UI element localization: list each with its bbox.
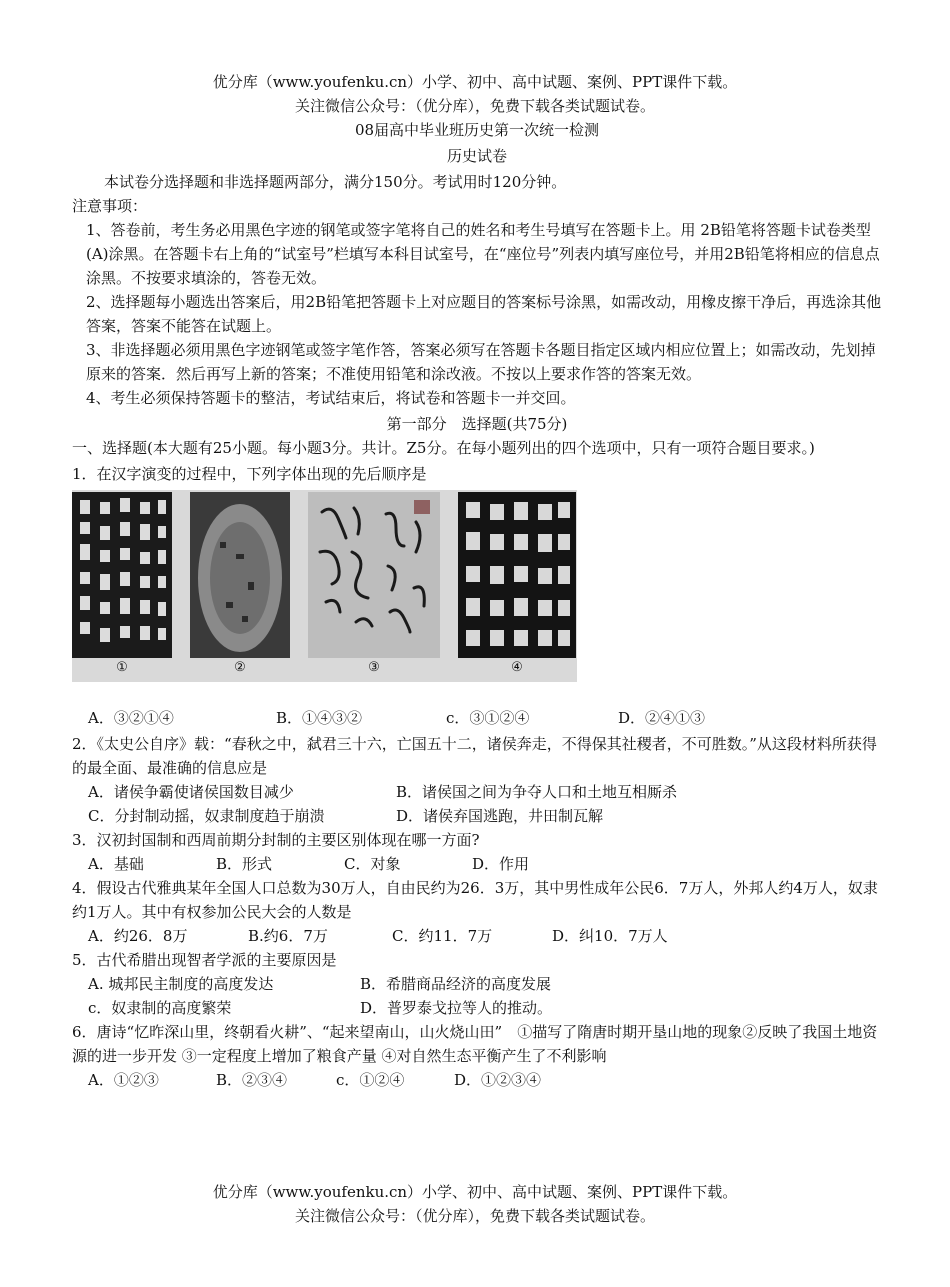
note-4: 4、考生必须保持答题卡的整洁，考试结束后，将试卷和答题卡一并交回。	[86, 389, 576, 407]
q1-option-d: D．②④①③	[618, 709, 706, 727]
q3-options	[72, 852, 882, 876]
q5-option-b: B．希腊商品经济的高度发展	[360, 975, 552, 993]
q1-option-c: c．③①②④	[446, 709, 530, 727]
figure-label-1: ①	[116, 660, 128, 675]
note-2: 2、选择题每小题选出答案后，用2B铅笔把答题卡上对应题目的答案标号涂黑，如需改动，用橡皮擦干净后，再选涂其他答案，答案不能答在试题上。	[86, 293, 882, 335]
q4-option-a: A．约26．8万	[88, 927, 188, 945]
q4-options	[72, 924, 882, 948]
q6-option-a: A．①②③	[88, 1071, 159, 1089]
q5-options-row-1	[72, 972, 882, 996]
note-3: 3、非选择题必须用黑色字迹钢笔或签字笔作答，答案必须写在答题卡各题目指定区域内相应位置上；如需改动，先划掉原来的答案．然后再写上新的答案；不准使用铅笔和涂改液。不按以上要求作答的答案无效。	[86, 341, 876, 383]
q5-option-c: c．奴隶制的高度繁荣	[88, 999, 232, 1017]
q2-options-row-1	[72, 780, 882, 804]
footer-line-1: 优分库（www.youfenku.cn）小学、初中、高中试题、案例、PPT课件下载。	[212, 1183, 738, 1201]
q2-option-b: B．诸侯国之间为争夺人口和土地互相厮杀	[396, 783, 678, 801]
q4-option-b: B.约6．7万	[248, 927, 328, 945]
q2-option-a: A．诸侯争霸使诸侯国数目减少	[88, 783, 294, 801]
page-footer	[0, 1180, 950, 1228]
footer-line-2: 关注微信公众号：（优分库），免费下载各类试题试卷。	[294, 1207, 655, 1225]
header-line-2: 关注微信公众号：（优分库），免费下载各类试题试卷。	[294, 97, 655, 115]
exam-title: 08届高中毕业班历史第一次统一检测	[354, 121, 600, 139]
q4-option-c: C．约11．7万	[392, 927, 493, 945]
q2-option-d: D．诸侯弃国逃跑，井田制瓦解	[396, 807, 604, 825]
q6-option-c: c．①②④	[336, 1071, 405, 1089]
page-header	[0, 70, 950, 118]
q5-option-d: D．普罗泰戈拉等人的推动。	[360, 999, 553, 1017]
q3-option-b: B．形式	[216, 855, 273, 873]
q6-option-b: B．②③④	[216, 1071, 288, 1089]
q5-options-row-2	[72, 996, 882, 1020]
q1-option-b: B．①④③②	[276, 709, 363, 727]
q3-option-a: A．基础	[88, 855, 144, 873]
q2-option-c: C．分封制动摇，奴隶制度趋于崩溃	[88, 807, 325, 825]
q3-stem: 3．汉初封国制和西周前期分封制的主要区别体现在哪一方面?	[72, 831, 480, 849]
q6-stem: 6．唐诗“忆昨深山里，终朝看火耕”、“起来望南山，山火烧山田” ①描写了隋唐时期开垦山地的现象②反映了我国土地资源的进一步开发 ③一定程度上增加了粮食产量 ④对自然生态平衡产生了不利影响	[72, 1023, 878, 1065]
q1-options	[72, 706, 882, 730]
section1-intro: 一、选择题(本大题有25小题。每小题3分。共计。Z5分。在每小题列出的四个选项中，只有一项符合题目要求。)	[72, 439, 815, 457]
q1-stem: 1．在汉字演变的过程中，下列字体出现的先后顺序是	[72, 465, 427, 483]
figure-label-2: ②	[234, 660, 246, 675]
q3-option-c: C．对象	[344, 855, 401, 873]
q2-options-row-2	[72, 804, 882, 828]
q6-option-d: D．①②③④	[454, 1071, 542, 1089]
part1-title: 第一部分 选择题(共75分)	[386, 415, 568, 433]
calligraphy-image-1	[72, 492, 172, 675]
document-body	[72, 118, 882, 1092]
calligraphy-image-3	[308, 492, 440, 675]
note-1: 1、答卷前，考生务必用黑色字迹的钢笔或签字笔将自己的姓名和考生号填写在答题卡上。用 2B铅笔将答题卡试卷类型(A)涂黑。在答题卡右上角的“试室号”栏填写本科目试室号，在“座位号”列表内填写座位号，并用2B铅笔将相应的信息点涂黑。不按要求填涂的，答卷无效。	[86, 221, 880, 287]
figure-label-4: ④	[511, 660, 523, 675]
q5-stem: 5．古代希腊出现智者学派的主要原因是	[72, 951, 337, 969]
q4-option-d: D．纠10．7万人	[552, 927, 668, 945]
q5-option-a: A. 城邦民主制度的高度发达	[88, 975, 274, 993]
calligraphy-figure	[72, 490, 577, 682]
q3-option-d: D．作用	[472, 855, 530, 873]
calligraphy-image-2	[190, 492, 290, 675]
calligraphy-image-4	[458, 492, 576, 675]
exam-subtitle: 历史试卷	[446, 147, 507, 165]
q2-stem: 2．《太史公自序》载：“春秋之中，弑君三十六，亡国五十二，诸侯奔走，不得保其社稷者，不可胜数。”从这段材料所获得的最全面、最准确的信息应是	[72, 735, 877, 777]
notes-title: 注意事项：	[72, 197, 148, 215]
header-line-1: 优分库（www.youfenku.cn）小学、初中、高中试题、案例、PPT课件下载。	[212, 73, 738, 91]
exam-intro: 本试卷分选择题和非选择题两部分，满分150分。考试用时120分钟。	[104, 173, 567, 191]
q1-option-a: A．③②①④	[88, 709, 174, 727]
q4-stem: 4．假设古代雅典某年全国人口总数为30万人，自由民约为26．3万，其中男性成年公民6．7万人，外邦人约4万人，奴隶约1万人。其中有权参加公民大会的人数是	[72, 879, 878, 921]
q6-options	[72, 1068, 882, 1092]
figure-label-3: ③	[368, 660, 380, 675]
